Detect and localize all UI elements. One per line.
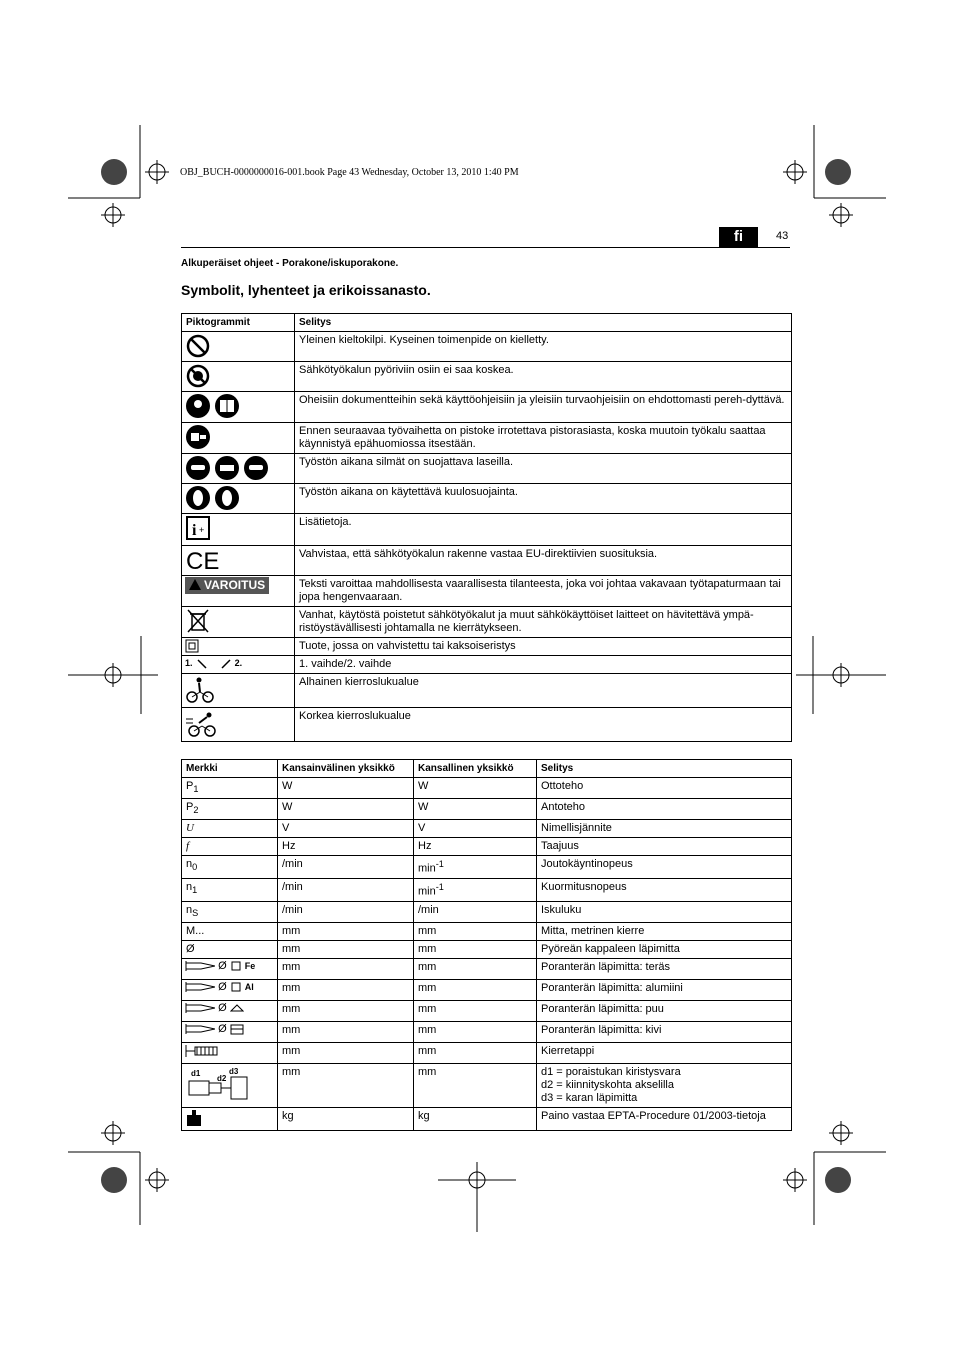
symbol-cell: Ø [182, 940, 278, 958]
pictograms-table [181, 313, 792, 742]
column-header: Selitys [537, 760, 792, 778]
table-cell: Mitta, metrinen kierre [537, 922, 792, 940]
table-header-row [182, 314, 792, 332]
section-subtitle: Alkuperäiset ohjeet - Porakone/iskuporakone. [181, 258, 399, 269]
table-cell: mm [278, 1063, 414, 1107]
table-cell: mm [278, 1000, 414, 1021]
symbol-cell: $n_0$ [182, 856, 278, 879]
table-cell: Vahvistaa, että sähkötyökalun rakenne vastaa EU-direktiivien suosituksia. [295, 546, 792, 576]
column-header: Piktogrammit [182, 314, 295, 332]
table-cell: Alhainen kierroslukualue [295, 674, 792, 708]
symbol-cell: $P_2$ [182, 799, 278, 820]
table-cell: Oheisiin dokumentteihin sekä käyttöohjeisiin ja yleisiin turvaohjeisiin on ehdottomasti pereh-dyttävä. [295, 392, 792, 423]
table-cell: Työstön aikana silmät on suojattava laseilla. [295, 454, 792, 484]
symbol-cell: f [182, 838, 278, 856]
fast-cyclist-icon [185, 709, 219, 739]
table-row [182, 674, 792, 708]
table-cell: $\min^{-1}$ [414, 856, 537, 879]
table-cell: mm [278, 958, 414, 979]
table-cell: mm [278, 979, 414, 1000]
table-cell [537, 1063, 792, 1107]
svg-text:i: i [192, 522, 197, 539]
drill-aluminium-icon: Ø Al [182, 979, 278, 1000]
language-tab: fi [719, 227, 758, 247]
table-row [182, 576, 792, 607]
table-row [182, 778, 792, 799]
table-cell: Iskuluku [537, 901, 792, 922]
table-row [182, 838, 792, 856]
table-row [182, 979, 792, 1000]
weee-bin-icon [185, 608, 211, 634]
info-icon [185, 515, 211, 541]
table-cell: /min [414, 901, 537, 922]
table-cell: /min [278, 856, 414, 879]
table-cell: W [278, 778, 414, 799]
table-cell: /min [278, 879, 414, 902]
table-cell: Yleinen kieltokilpi. Kyseinen toimenpide on kielletty. [295, 332, 792, 362]
book-info-line: OBJ_BUCH-0000000016-001.book Page 43 Wednesday, October 13, 2010 1:40 PM [180, 167, 519, 178]
table-cell: Poranterän läpimitta: teräs [537, 958, 792, 979]
table-row [182, 820, 792, 838]
drill-stone-icon: Ø [182, 1021, 278, 1042]
read-manual-icon [185, 393, 241, 419]
table-row [182, 799, 792, 820]
table-cell: Lisätietoja. [295, 514, 792, 546]
warning-triangle-icon [189, 579, 201, 590]
table-cell: mm [414, 1021, 537, 1042]
table-cell: Taajuus [537, 838, 792, 856]
warning-label: VAROITUS [185, 577, 269, 594]
column-header: Selitys [295, 314, 792, 332]
gear-selector-icon: 1. 2. [182, 656, 295, 674]
table-cell: Joutokäyntinopeus [537, 856, 792, 879]
table-cell: Poranterän läpimitta: kivi [537, 1021, 792, 1042]
table-cell: mm [414, 1063, 537, 1107]
table-cell: W [414, 799, 537, 820]
table-cell: Korkea kierroslukualue [295, 708, 792, 742]
table-cell: Nimellisjännite [537, 820, 792, 838]
svg-text:+: + [199, 525, 205, 535]
table-row [182, 546, 792, 576]
table-cell: Kuormitusnopeus [537, 879, 792, 902]
table-cell: Tuote, jossa on vahvistettu tai kaksoiseristys [295, 638, 792, 656]
table-cell: W [414, 778, 537, 799]
table-row [182, 392, 792, 423]
table-row [182, 332, 792, 362]
column-header: Merkki [182, 760, 278, 778]
table-row [182, 1063, 792, 1107]
table-row [182, 879, 792, 902]
table-cell: V [278, 820, 414, 838]
table-cell: mm [414, 940, 537, 958]
symbol-cell: $n_1$ [182, 879, 278, 902]
table-cell: Työstön aikana on käytettävä kuulosuojainta. [295, 484, 792, 514]
table-cell: mm [414, 979, 537, 1000]
drill-wood-icon: Ø [182, 1000, 278, 1021]
svg-text:CE: CE [186, 548, 219, 573]
eye-protection-icon [185, 455, 271, 481]
table-row [182, 454, 792, 484]
table-cell: Ottoteho [537, 778, 792, 799]
table-cell: Poranterän läpimitta: puu [537, 1000, 792, 1021]
table-row [182, 423, 792, 454]
table-cell: Poranterän läpimitta: alumiini [537, 979, 792, 1000]
table-cell: mm [414, 922, 537, 940]
table-cell: kg [414, 1107, 537, 1130]
table-row [182, 940, 792, 958]
table-cell: mm [278, 940, 414, 958]
table-row [182, 484, 792, 514]
table-row [182, 708, 792, 742]
table-cell: Antoteho [537, 799, 792, 820]
table-row [182, 607, 792, 638]
table-row [182, 1042, 792, 1063]
do-not-touch-rotating-parts-icon [185, 363, 211, 389]
table-cell: 1. vaihde/2. vaihde [295, 656, 792, 674]
slow-cyclist-icon [185, 675, 215, 705]
table-cell: Pyöreän kappaleen läpimitta [537, 940, 792, 958]
table-header-row [182, 760, 792, 778]
table-cell: mm [278, 1042, 414, 1063]
hearing-protection-icon [185, 485, 241, 511]
unplug-icon [185, 424, 211, 450]
table-cell: mm [278, 922, 414, 940]
symbol-cell: U [182, 820, 278, 838]
table-row [182, 1021, 792, 1042]
desc-line: d2 = kiinnityskohta akselilla [541, 1078, 674, 1091]
chuck-dimensions-icon: d1 d2 d3 [182, 1063, 278, 1107]
table-row [182, 514, 792, 546]
tap-icon [185, 1044, 219, 1058]
symbol-cell: $P_1$ [182, 778, 278, 799]
drill-steel-icon: Ø Fe [182, 958, 278, 979]
table-cell: Hz [414, 838, 537, 856]
table-row [182, 638, 792, 656]
table-row [182, 1107, 792, 1130]
symbol-cell: M... [182, 922, 278, 940]
table-row [182, 856, 792, 879]
double-insulation-icon [185, 639, 199, 653]
table-cell: Vanhat, käytöstä poistetut sähkötyökalut ja muut sähkökäyttöiset laitteet on hävitettävä ympä-ristöystävällisesti johtamalla ne kierrätykseen. [295, 607, 792, 638]
ce-mark-icon [185, 547, 219, 573]
table-row [182, 922, 792, 940]
table-row [182, 958, 792, 979]
table-cell: Paino vastaa EPTA-Procedure 01/2003-tietoja [537, 1107, 792, 1130]
table-cell: kg [278, 1107, 414, 1130]
table-row [182, 1000, 792, 1021]
table-cell: mm [414, 1000, 537, 1021]
table-cell: /min [278, 901, 414, 922]
table-cell: $\min^{-1}$ [414, 879, 537, 902]
desc-line: d1 = poraistukan kiristysvara [541, 1065, 681, 1078]
column-header: Kansainvälinen yksikkö [278, 760, 414, 778]
weight-icon [185, 1109, 203, 1127]
table-cell: W [278, 799, 414, 820]
table-cell: Sähkötyökalun pyöriviin osiin ei saa koskea. [295, 362, 792, 392]
units-table [181, 759, 792, 1131]
column-header: Kansallinen yksikkö [414, 760, 537, 778]
prohibition-icon [185, 333, 211, 359]
table-row [182, 656, 792, 674]
table-row [182, 901, 792, 922]
desc-line: d3 = karan läpimitta [541, 1091, 638, 1104]
table-cell: mm [414, 958, 537, 979]
page-title: Symbolit, lyhenteet ja erikoissanasto. [181, 282, 431, 298]
page-number: 43 [776, 230, 789, 242]
table-cell: Kierretappi [537, 1042, 792, 1063]
table-row [182, 362, 792, 392]
symbol-cell: $n_S$ [182, 901, 278, 922]
table-cell: Teksti varoittaa mahdollisesta vaarallisesta tilanteesta, joka voi johtaa vakavaan työtapaturmaan tai jopa hengenvaaraan. [295, 576, 792, 607]
table-cell: mm [414, 1042, 537, 1063]
table-cell: mm [278, 1021, 414, 1042]
table-cell: Hz [278, 838, 414, 856]
table-cell: Ennen seuraavaa työvaihetta on pistoke irrotettava pistorasiasta, koska muutoin työkalu saattaa käynnistyä epähuomiossa itsestään. [295, 423, 792, 454]
header-divider [181, 247, 790, 248]
table-cell: V [414, 820, 537, 838]
